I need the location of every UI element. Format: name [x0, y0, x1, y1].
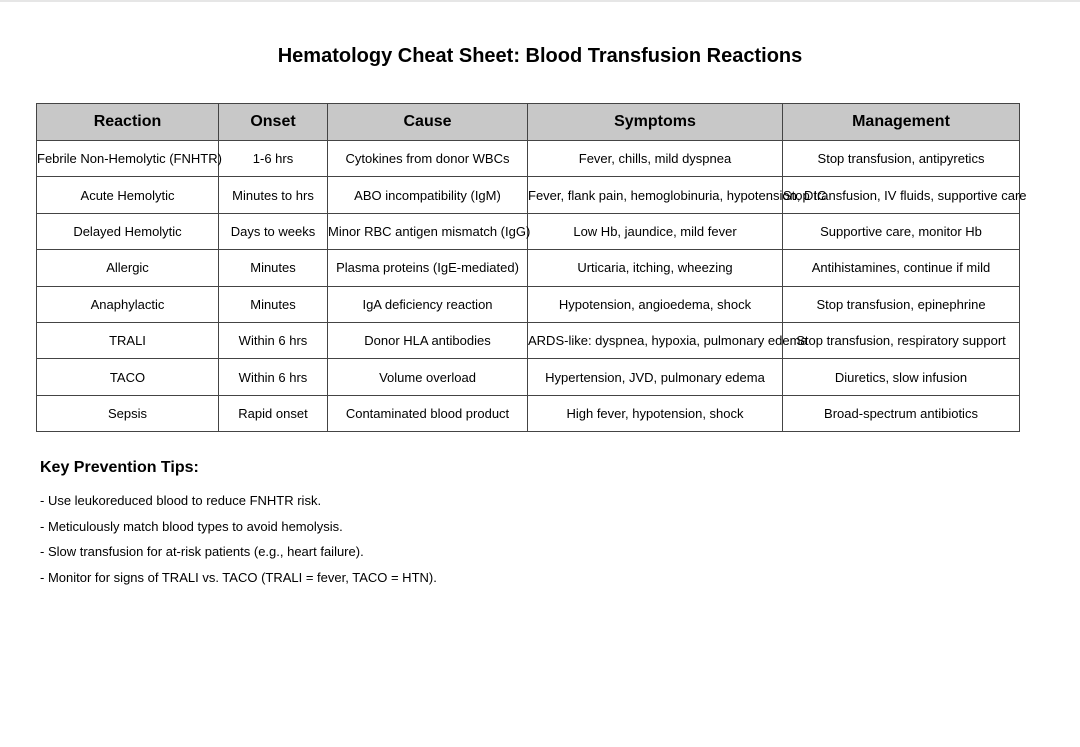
- cell-cause: ABO incompatibility (IgM): [328, 177, 528, 213]
- cell-reaction: Acute Hemolytic: [37, 177, 219, 213]
- list-item: - Slow transfusion for at-risk patients (e.g., heart failure).: [40, 544, 364, 559]
- cell-onset: Within 6 hrs: [219, 322, 328, 358]
- prevention-tips-list: [40, 488, 437, 590]
- cell-reaction: Allergic: [37, 250, 219, 286]
- table-row: [37, 359, 1020, 395]
- cell-onset: Minutes: [219, 286, 328, 322]
- cell-cause: Cytokines from donor WBCs: [328, 141, 528, 177]
- cell-management: Antihistamines, continue if mild: [783, 250, 1020, 286]
- cell-management: Stop transfusion, respiratory support: [783, 322, 1020, 358]
- cell-cause: Minor RBC antigen mismatch (IgG): [328, 213, 528, 249]
- cell-onset: Minutes to hrs: [219, 177, 328, 213]
- cell-onset: Within 6 hrs: [219, 359, 328, 395]
- table-row: [37, 141, 1020, 177]
- cell-onset: Days to weeks: [219, 213, 328, 249]
- table-row: [37, 322, 1020, 358]
- column-header-onset: Onset: [219, 104, 328, 141]
- cell-cause: Contaminated blood product: [328, 395, 528, 431]
- cell-management: Stop transfusion, IV fluids, supportive care: [783, 177, 1020, 213]
- cell-reaction: TRALI: [37, 322, 219, 358]
- cell-symptoms: High fever, hypotension, shock: [528, 395, 783, 431]
- cell-onset: Rapid onset: [219, 395, 328, 431]
- cell-cause: Donor HLA antibodies: [328, 322, 528, 358]
- table-header-row: [37, 104, 1020, 141]
- list-item: - Meticulously match blood types to avoid hemolysis.: [40, 518, 343, 534]
- cell-reaction: Febrile Non-Hemolytic (FNHTR): [37, 141, 219, 177]
- cell-management: Diuretics, slow infusion: [783, 359, 1020, 395]
- column-header-reaction: Reaction: [37, 104, 219, 141]
- reactions-table: [36, 103, 1027, 432]
- cell-management: Stop transfusion, epinephrine: [783, 286, 1020, 322]
- page-title: Hematology Cheat Sheet: Blood Transfusion Reactions: [277, 45, 803, 67]
- cell-symptoms: Fever, chills, mild dyspnea: [528, 141, 783, 177]
- table-row: [37, 213, 1020, 249]
- cell-reaction: Anaphylactic: [37, 286, 219, 322]
- cell-reaction: Delayed Hemolytic: [37, 213, 219, 249]
- cell-onset: Minutes: [219, 250, 328, 286]
- list-item: - Use leukoreduced blood to reduce FNHTR risk.: [40, 493, 322, 508]
- cell-symptoms: Hypertension, JVD, pulmonary edema: [528, 359, 783, 395]
- column-header-management: Management: [783, 104, 1020, 141]
- list-item: - Monitor for signs of TRALI vs. TACO (TRALI = fever, TACO = HTN).: [40, 569, 437, 585]
- table-row: [37, 177, 1020, 213]
- cell-management: Stop transfusion, antipyretics: [783, 141, 1020, 177]
- top-divider: [0, 0, 1080, 2]
- table-row: [37, 286, 1020, 322]
- cell-cause: Plasma proteins (IgE-mediated): [328, 250, 528, 286]
- cell-cause: IgA deficiency reaction: [328, 286, 528, 322]
- cell-symptoms: ARDS-like: dyspnea, hypoxia, pulmonary edema: [528, 322, 783, 358]
- cell-cause: Volume overload: [328, 359, 528, 395]
- prevention-heading: Key Prevention Tips:: [40, 459, 199, 476]
- cell-symptoms: Low Hb, jaundice, mild fever: [528, 213, 783, 249]
- table-row: [37, 250, 1020, 286]
- cell-onset: 1-6 hrs: [219, 141, 328, 177]
- cell-symptoms: Urticaria, itching, wheezing: [528, 250, 783, 286]
- cell-reaction: Sepsis: [37, 395, 219, 431]
- column-header-cause: Cause: [328, 104, 528, 141]
- cell-management: Broad-spectrum antibiotics: [783, 395, 1020, 431]
- cell-symptoms: Hypotension, angioedema, shock: [528, 286, 783, 322]
- column-header-symptoms: Symptoms: [528, 104, 783, 141]
- cell-reaction: TACO: [37, 359, 219, 395]
- cell-symptoms: Fever, flank pain, hemoglobinuria, hypotension, DIC: [528, 177, 783, 213]
- table-row: [37, 395, 1020, 431]
- cell-management: Supportive care, monitor Hb: [783, 213, 1020, 249]
